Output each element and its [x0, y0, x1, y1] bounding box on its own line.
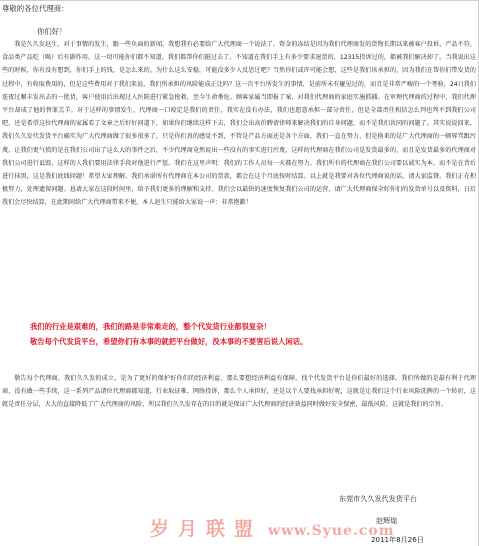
- red-slogan-1: 我们的行业是艰难的，我们的路是非常难走的，整个代发货行业都很复杂！: [30, 322, 271, 331]
- signature-person: 赵辉煌: [376, 516, 398, 525]
- watermark-logo: [150, 514, 398, 541]
- watermark-text: 岁月联盟: [150, 518, 263, 540]
- signature-date: 2011年8月26日: [371, 535, 424, 544]
- body-paragraph-2: 敬告每个代理商，我们久久发的成立，是为了更好的保护好你们的经济利益，那么要想经济利益有保障，找个代发货平台是你们最好的选择，我们所做的是最有利于代理商，没有做一些手续，这一系列产品诸位代理商都知道，行业取证难，网络投诉，那么个人承担好，还是以个人要找承担好呢，这就是让我们这个行业风险洗牌的一个转折，这就是责任分层，大大的直接降低了广大代理商的风险，所以我们久久发存在的目的就是保证广大代理商的经济效益同时做好安全保密，最低风险，这就是我们的宗旨。: [2, 375, 476, 409]
- body-paragraph-1: 我是久久发赵生，对于事情的发生，跟一些负面的新闻，我想我有必要给广大代理商一个说法了。资金的冻结是因为我们代理商发的货物长期以来被客户投诉，产品不符，食品类产品吃（喝）后有副作用，这一切可能你们都不知道。我们都帮你们挺过去了。不知道在我们手上有多少要求退货的，12315投诉过的，都被我们解决掉了。当我说出这些的时候，你有没有想到，你们手上的钱，是怎么来的。为什么这么安稳，可能没多少人反思过吧？当然你们或许可能会想，这些是我们该承担的，因为我们在帮你们带发货的过程中，有收取费用的，但是这些费用对于我们来说，我们所承担的风险能成正比吗？这一次平台所发生的事情，是前所未有碰见过的，而且是非常严峻的一个考验，24日我们连夜过顺丰发出去的一批货，客户使用后出现过入医院进行紧急抢救，至今生命垂危。顾客家属当即报了案，对我们代理商的家庭实施抓捕。在审理代理商的过程中，我们代理平台却成了他的替罪羔羊。对于这样的事情发生，代理商一口咬定是我们的责任，我实在没有办法，我们也愿意承担一部分责任，但是全部责任相信怎么判也判不到我们公司吧，还是希望这位代理商的家属看了文章之后好好问道下，如果你们继续这样下去，我们会出高价聘请律师来解决我们的自身问题，而不是我们共同的问题了。其实说说回来，我们久久发代发货平台确实为广大代理商做了很多很多了，只是你们真的感觉不到，不管是产品方面还是各个方面，我们一直在努力，但是换来的是广大代理商的一顿辱骂跟污蔑，让我们更气愤的是在我们公司出了这么大的事件之后，不少代理商竟然说出一些没有的事实进行污蔑，这样的代理商在我们公司是发货最多的，而且是发货最多的代理商对我们公司进行诋毁，这样的人我们要用法律手段对他进行严惩。我们在这里声明：我们的工作人员每一天都在努力，我们所有的代理商在我们公司要以诚实为本，而不是在背后进行抹黑，这是我们底线问题！希望大家理解。我们承诺所有代理商在本公司的货款，都会在这个月底按时结算。以上就是我要对各位代理商说的话，请大家监督。我们正在积极努力，处理遗留问题。恳请大家在这段时间里，给予我们更多的理解和支持。我们会以最快的速度恢复我们公司的运营，请广大代理商保全好你们的发货单号以及资料，日后我们会尽快结算，在此期间给广大代理商带来不便，本人赵生只能给大家说一声：非常抱歉！: [2, 41, 476, 207]
- signature-organization: 东莞市久久发代发货平台: [339, 494, 418, 503]
- greeting: 你们好！: [37, 27, 67, 36]
- red-slogan-2: 敬告每个代发货平台，希望你们有本事的就把平台做好，没本事的不要害后说人闲话。: [30, 337, 308, 346]
- salutation: 尊敬的各位代理商：: [2, 4, 69, 13]
- watermark-url: www.Syue.com: [268, 523, 395, 539]
